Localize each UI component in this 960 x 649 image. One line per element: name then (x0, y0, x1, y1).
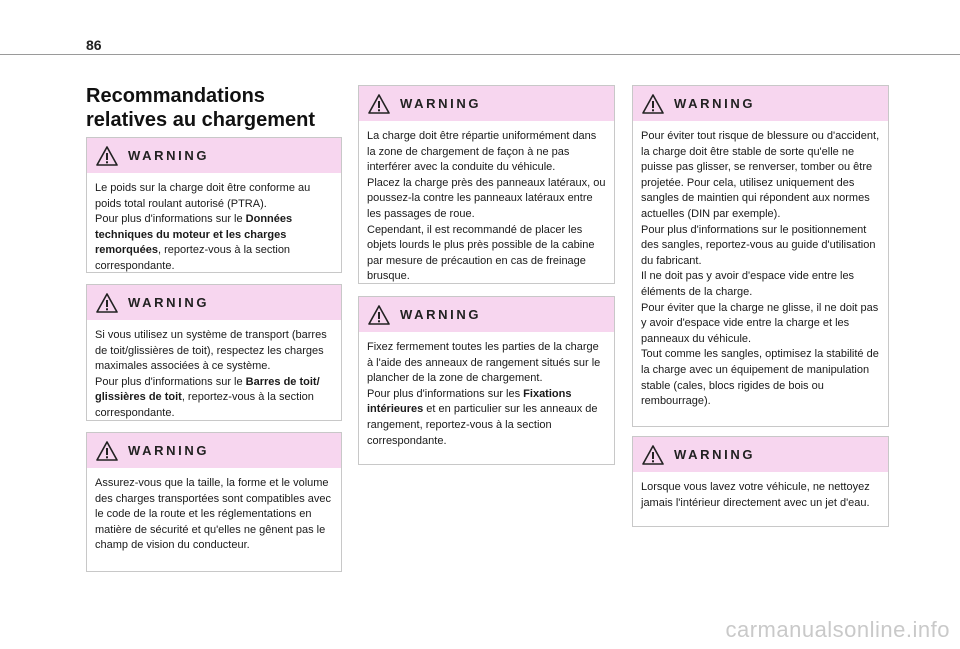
warning-box (632, 85, 889, 427)
warning-header (87, 433, 341, 468)
warning-paragraph: Assurez-vous que la taille, la forme et le volume des charges transportées sont compatibles avec le code de la route et les réglementations en matière de sécurité et qu'elles ne gênent pas le champ de vision du conducteur. (95, 477, 332, 552)
warning-paragraph: Pour plus d'informations sur le Données techniques du moteur et les charges remorquées, reportez-vous à la section correspondante. (95, 213, 293, 272)
warning-header (633, 437, 888, 472)
warning-paragraph: Lorsque vous lavez votre véhicule, ne nettoyez jamais l'intérieur directement avec un jet d'eau. (641, 481, 870, 509)
bold-reference: Données techniques du moteur et les charges remorquées (95, 213, 293, 257)
warning-label: WARNING (674, 96, 756, 111)
warning-paragraph: Pour plus d'informations sur les Fixations intérieures et en particulier sur les anneaux de rangement, reportez-vous à la section correspondante. (367, 387, 598, 447)
warning-paragraph: Tout comme les sangles, optimisez la stabilité de la charge avec un équipement de manipulation stable (cales, blocs rigides de bois ou rembourrage). (641, 348, 879, 408)
warning-label: WARNING (400, 96, 482, 111)
warning-label: WARNING (128, 148, 210, 163)
warning-text (87, 320, 341, 430)
warning-box (86, 432, 342, 572)
bold-reference: Barres de toit/ glissières de toit (95, 375, 320, 404)
warning-triangle-icon (642, 94, 664, 114)
warning-paragraph: Le poids sur la charge doit être conforme au poids total roulant autorisé (PTRA). (95, 182, 311, 210)
warning-text (87, 173, 341, 283)
header-divider (0, 54, 960, 55)
warning-header (87, 138, 341, 173)
warning-paragraph: Il ne doit pas y avoir d'espace vide entre les éléments de la charge. (641, 270, 855, 298)
warning-triangle-icon (368, 305, 390, 325)
warning-paragraph: Cependant, il est recommandé de placer les objets lourds le plus près possible de la cabine par mesure de précaution en cas de freinage brusque. (367, 223, 595, 283)
warning-text (87, 468, 341, 562)
warning-paragraph: Pour plus d'informations sur le positionnement des sangles, reportez-vous au guide d'utilisation du fabricant. (641, 223, 876, 267)
warning-header (87, 285, 341, 320)
warning-text (359, 332, 614, 457)
warning-label: WARNING (128, 295, 210, 310)
warning-paragraph: Si vous utilisez un système de transport (barres de toit/glissières de toit), respectez les charges maximales associées à ce système. (95, 329, 327, 373)
warning-paragraph: Fixez fermement toutes les parties de la charge à l'aide des anneaux de rangement situés sur le plancher de la zone de chargement. (367, 341, 601, 385)
warning-paragraph: Pour éviter tout risque de blessure ou d'accident, la charge doit être stable de sorte qu'elle ne puisse pas glisser, se renverser, tomber ou être projetée. Pour cela, utilisez uniquement des sangles de maintien qui répondent aux normes actuelles (DIN par exemple). (641, 130, 880, 220)
warning-triangle-icon (368, 94, 390, 114)
warning-text (359, 121, 614, 293)
warning-box (358, 296, 615, 465)
warning-paragraph: Pour plus d'informations sur le Barres de toit/ glissières de toit, reportez-vous à la section correspondante. (95, 375, 320, 419)
warning-header (359, 297, 614, 332)
warning-box (86, 284, 342, 421)
warning-triangle-icon (642, 445, 664, 465)
warning-header (359, 86, 614, 121)
page-number: 86 (86, 37, 102, 53)
warning-box (86, 137, 342, 273)
warning-paragraph: Placez la charge près des panneaux latéraux, ou poussez-la contre les panneaux latéraux entre les passages de roue. (367, 176, 606, 220)
warning-text (633, 121, 888, 418)
warning-box (358, 85, 615, 284)
bold-reference: Fixations intérieures (367, 387, 572, 416)
warning-triangle-icon (96, 146, 118, 166)
warning-triangle-icon (96, 441, 118, 461)
warning-header (633, 86, 888, 121)
watermark-text: carmanualsonline.info (725, 617, 950, 642)
warning-label: WARNING (674, 447, 756, 462)
page-title: Recommandations relatives au chargement (86, 85, 315, 131)
warning-label: WARNING (128, 443, 210, 458)
warning-paragraph: Pour éviter que la charge ne glisse, il ne doit pas y avoir d'espace vide entre la charge et les panneaux du véhicule. (641, 301, 879, 345)
warning-box (632, 436, 889, 527)
warning-triangle-icon (96, 293, 118, 313)
warning-label: WARNING (400, 307, 482, 322)
warning-text (633, 472, 888, 519)
warning-paragraph: La charge doit être répartie uniformément dans la zone de chargement de façon à ne pas interférer avec la conduite du véhicule. (367, 130, 597, 174)
